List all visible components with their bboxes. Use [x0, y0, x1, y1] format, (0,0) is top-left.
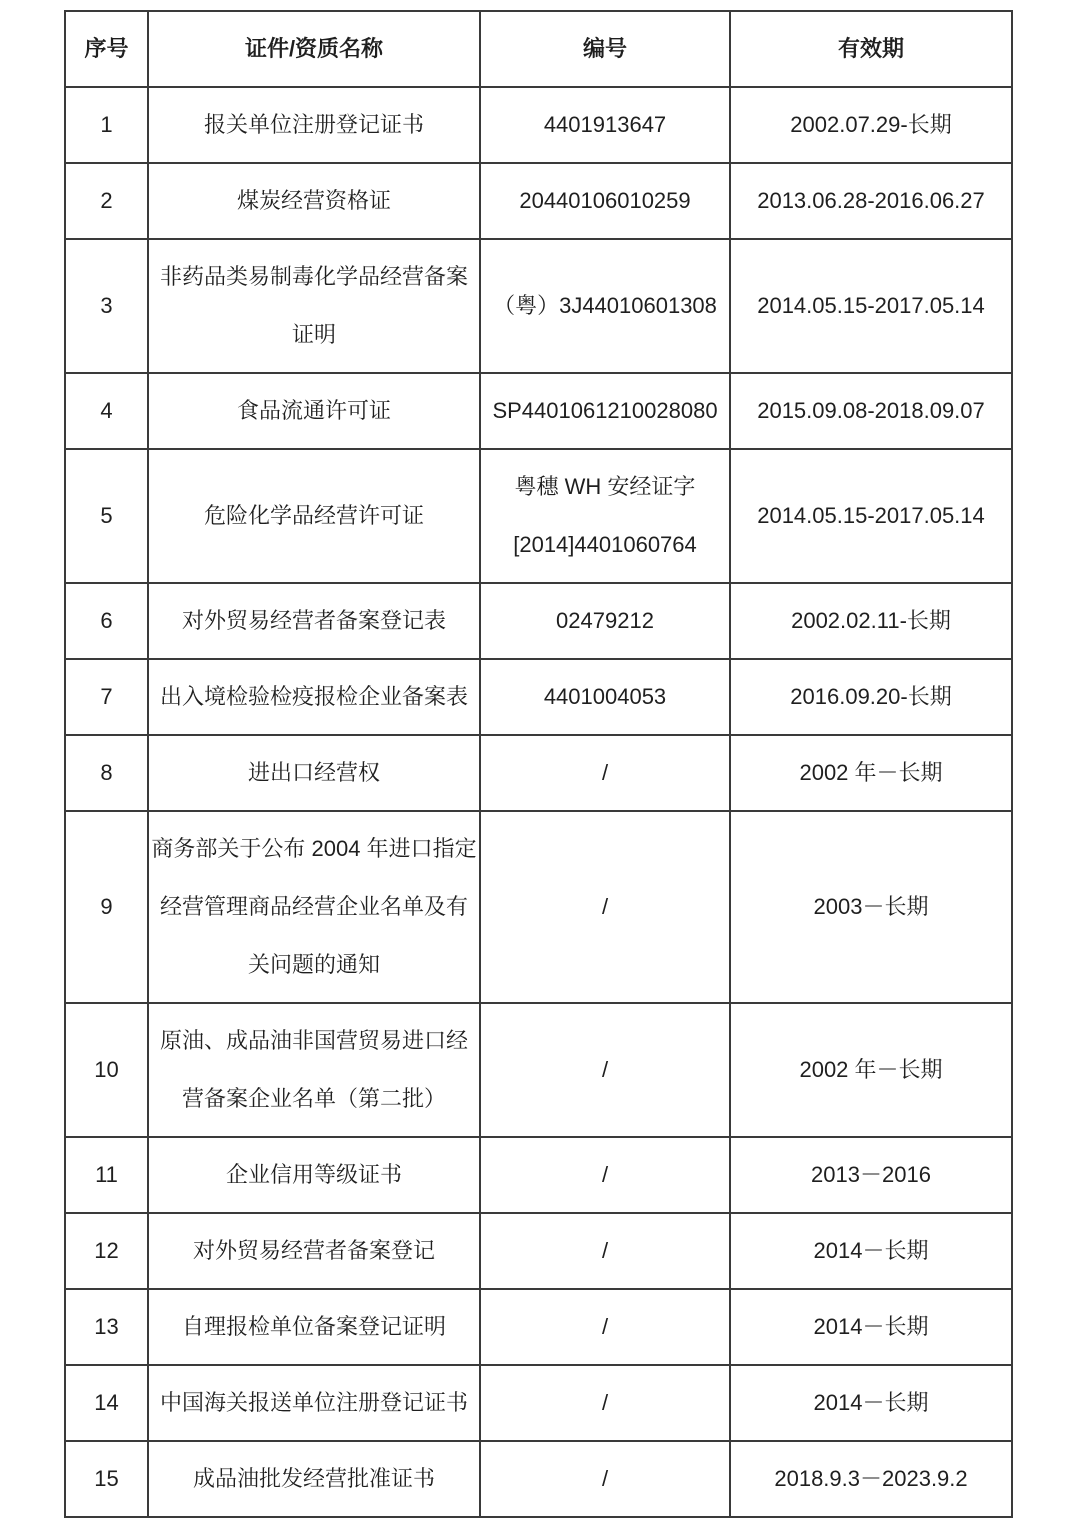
cell-number: / [480, 1213, 730, 1289]
cell-validity: 2002 年－长期 [730, 735, 1012, 811]
cell-validity: 2013－2016 [730, 1137, 1012, 1213]
column-header-name: 证件/资质名称 [148, 11, 480, 87]
cell-number: 4401913647 [480, 87, 730, 163]
table-row [65, 1213, 1012, 1289]
column-header-index: 序号 [65, 11, 148, 87]
table-row [65, 735, 1012, 811]
cell-number: / [480, 1441, 730, 1517]
cell-index: 9 [65, 811, 148, 1003]
cell-validity: 2013.06.28-2016.06.27 [730, 163, 1012, 239]
table-row [65, 583, 1012, 659]
cell-name: 企业信用等级证书 [148, 1137, 480, 1213]
header-row [65, 11, 1012, 87]
cell-name: 中国海关报送单位注册登记证书 [148, 1365, 480, 1441]
cell-validity: 2014－长期 [730, 1213, 1012, 1289]
cell-number: （粤）3J44010601308 [480, 239, 730, 373]
table-row [65, 1289, 1012, 1365]
table-row [65, 1365, 1012, 1441]
cell-name: 食品流通许可证 [148, 373, 480, 449]
cell-number: / [480, 811, 730, 1003]
cell-index: 2 [65, 163, 148, 239]
table-row [65, 87, 1012, 163]
table-row [65, 373, 1012, 449]
table-row [65, 449, 1012, 583]
cell-validity: 2002.07.29-长期 [730, 87, 1012, 163]
cell-index: 8 [65, 735, 148, 811]
cell-name: 非药品类易制毒化学品经营备案证明 [148, 239, 480, 373]
table-row [65, 239, 1012, 373]
cell-index: 11 [65, 1137, 148, 1213]
cell-validity: 2015.09.08-2018.09.07 [730, 373, 1012, 449]
cell-validity: 2003－长期 [730, 811, 1012, 1003]
cell-number: SP4401061210028080 [480, 373, 730, 449]
cell-validity: 2014－长期 [730, 1365, 1012, 1441]
cell-number: / [480, 1003, 730, 1137]
table-row [65, 659, 1012, 735]
cell-name: 进出口经营权 [148, 735, 480, 811]
cell-validity: 2018.9.3－2023.9.2 [730, 1441, 1012, 1517]
cell-number: / [480, 735, 730, 811]
cell-index: 13 [65, 1289, 148, 1365]
table-row [65, 163, 1012, 239]
cell-name: 原油、成品油非国营贸易进口经营备案企业名单（第二批） [148, 1003, 480, 1137]
cell-validity: 2014.05.15-2017.05.14 [730, 449, 1012, 583]
cell-validity: 2002 年－长期 [730, 1003, 1012, 1137]
cell-name: 出入境检验检疫报检企业备案表 [148, 659, 480, 735]
cell-name: 自理报检单位备案登记证明 [148, 1289, 480, 1365]
cell-number: / [480, 1289, 730, 1365]
cell-number: / [480, 1365, 730, 1441]
cell-number: / [480, 1137, 730, 1213]
column-header-validity: 有效期 [730, 11, 1012, 87]
cell-validity: 2014－长期 [730, 1289, 1012, 1365]
cell-index: 7 [65, 659, 148, 735]
table-row [65, 1137, 1012, 1213]
cell-validity: 2014.05.15-2017.05.14 [730, 239, 1012, 373]
cell-index: 15 [65, 1441, 148, 1517]
cell-validity: 2016.09.20-长期 [730, 659, 1012, 735]
cell-index: 14 [65, 1365, 148, 1441]
cell-name: 商务部关于公布 2004 年进口指定经营管理商品经营企业名单及有关问题的通知 [148, 811, 480, 1003]
certificates-table-body [65, 87, 1012, 1517]
table-row [65, 1003, 1012, 1137]
cell-name: 煤炭经营资格证 [148, 163, 480, 239]
cell-name: 报关单位注册登记证书 [148, 87, 480, 163]
cell-number: 20440106010259 [480, 163, 730, 239]
cell-number: 4401004053 [480, 659, 730, 735]
cell-name: 对外贸易经营者备案登记表 [148, 583, 480, 659]
cell-index: 12 [65, 1213, 148, 1289]
table-row [65, 1441, 1012, 1517]
cell-name: 成品油批发经营批准证书 [148, 1441, 480, 1517]
cell-index: 10 [65, 1003, 148, 1137]
cell-number: 02479212 [480, 583, 730, 659]
table-header [65, 11, 1012, 87]
cell-name: 对外贸易经营者备案登记 [148, 1213, 480, 1289]
cell-index: 3 [65, 239, 148, 373]
cell-index: 6 [65, 583, 148, 659]
cell-index: 4 [65, 373, 148, 449]
cell-number: 粤穗 WH 安经证字 [2014]4401060764 [480, 449, 730, 583]
cell-index: 5 [65, 449, 148, 583]
cell-validity: 2002.02.11-长期 [730, 583, 1012, 659]
column-header-number: 编号 [480, 11, 730, 87]
table-row [65, 811, 1012, 1003]
cell-name: 危险化学品经营许可证 [148, 449, 480, 583]
cell-index: 1 [65, 87, 148, 163]
certificates-table [64, 10, 1013, 1518]
